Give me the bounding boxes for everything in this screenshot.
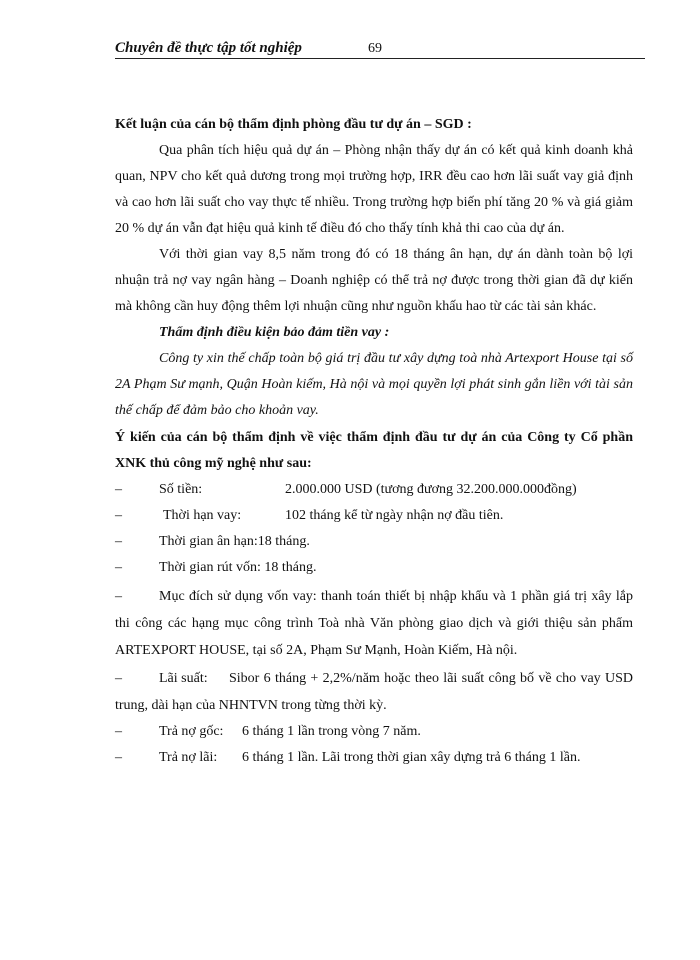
- list-item-interest-repayment: [115, 745, 633, 771]
- item-value: thanh toán thiết bị nhập khẩu và 1 phần giá trị xây lắp thi công các hạng mục công trình Toà nhà Văn phòng giao dịch và giới thiệu sản phẩm ARTEXPORT HOUSE, tại số 2A, Phạm Sư Mạnh, Hoàn Kiếm, Hà nội.: [115, 589, 634, 658]
- section2-heading: Thẩm định điều kiện bảo đảm tiền vay :: [159, 325, 390, 340]
- item-value: 102 tháng kể từ ngày nhận nợ đầu tiên.: [285, 508, 504, 523]
- item-value: 6 tháng 1 lần. Lãi trong thời gian xây dựng trả 6 tháng 1 lần.: [242, 750, 581, 765]
- page-header: [115, 38, 645, 60]
- dash-marker: –: [115, 482, 122, 497]
- list-item-grace-period: [115, 529, 633, 555]
- list-item-principal-repayment: [115, 719, 633, 745]
- dash-marker: –: [115, 750, 122, 765]
- list-item-drawdown: [115, 555, 633, 581]
- item-label: Lãi suất:: [159, 671, 208, 686]
- list-item-amount: [115, 477, 633, 503]
- dash-marker: –: [115, 560, 122, 575]
- section3-heading: Ý kiến của cán bộ thẩm định về việc thẩm định đầu tư dự án của Công ty Cổ phần XNK thủ công mỹ nghệ như sau:: [115, 430, 633, 471]
- list-item-interest-rate: [115, 665, 633, 719]
- dash-marker: –: [115, 724, 122, 739]
- item-value: Sibor 6 tháng + 2,2%/năm hoặc theo lãi suất công bố về cho vay USD trung, dài hạn của NHNTVN trong từng thời kỳ.: [115, 671, 633, 713]
- page-number: 69: [368, 41, 382, 56]
- item-label: Số tiền:: [159, 482, 203, 497]
- item-label: Thời gian ân hạn:18 tháng.: [159, 534, 310, 549]
- item-label: Thời gian rút vốn: 18 tháng.: [159, 560, 317, 575]
- item-label: Mục đích sử dụng vốn vay:: [159, 589, 317, 604]
- list-item-term: [115, 503, 633, 529]
- item-value: 6 tháng 1 lần trong vòng 7 năm.: [242, 724, 421, 739]
- header-rule: [115, 58, 645, 59]
- item-label: Trả nợ gốc:: [159, 724, 224, 739]
- item-label: Trả nợ lãi:: [159, 750, 218, 765]
- list-item-purpose: [115, 583, 633, 664]
- document-body: [115, 112, 633, 771]
- dash-marker: –: [115, 508, 122, 523]
- section1-paragraph-1: Qua phân tích hiệu quả dự án – Phòng nhận thấy dự án có kết quả kinh doanh khả quan, NPV cho kết quả dương trong mọi trường hợp, IRR đều cao hơn lãi suất vay giả định và cao hơn lãi suất cho vay thực tế nhiều. Trong trường hợp biến phí tăng 20 % và giá giảm 20 % dự án vẫn đạt hiệu quả kinh tế điều đó cho thấy tính khả thi cao của dự án.: [115, 143, 633, 236]
- dash-marker: –: [115, 589, 122, 604]
- section1-heading: Kết luận của cán bộ thẩm định phòng đầu tư dự án – SGD :: [115, 117, 472, 132]
- header-title: Chuyên đề thực tập tốt nghiệp: [115, 40, 302, 56]
- dash-marker: –: [115, 671, 122, 686]
- item-label: Thời hạn vay:: [163, 508, 242, 523]
- section2-paragraph: Công ty xin thế chấp toàn bộ giá trị đầu tư xây dựng toà nhà Artexport House tại số 2A Phạm Sư mạnh, Quận Hoàn kiếm, Hà nội và mọi quyền lợi phát sinh gắn liền với tài sản thế chấp để đảm bảo cho khoản vay.: [115, 351, 633, 418]
- dash-marker: –: [115, 534, 122, 549]
- section1-paragraph-2: Với thời gian vay 8,5 năm trong đó có 18 tháng ân hạn, dự án dành toàn bộ lợi nhuận trả nợ vay ngân hàng – Doanh nghiệp có thể trả nợ được trong thời gian đã dự kiến mà không cần huy động thêm lợi nhuận cũng như nguồn khấu hao từ các tài sản khác.: [115, 247, 633, 314]
- item-value: 2.000.000 USD (tương đương 32.200.000.000đồng): [285, 482, 577, 497]
